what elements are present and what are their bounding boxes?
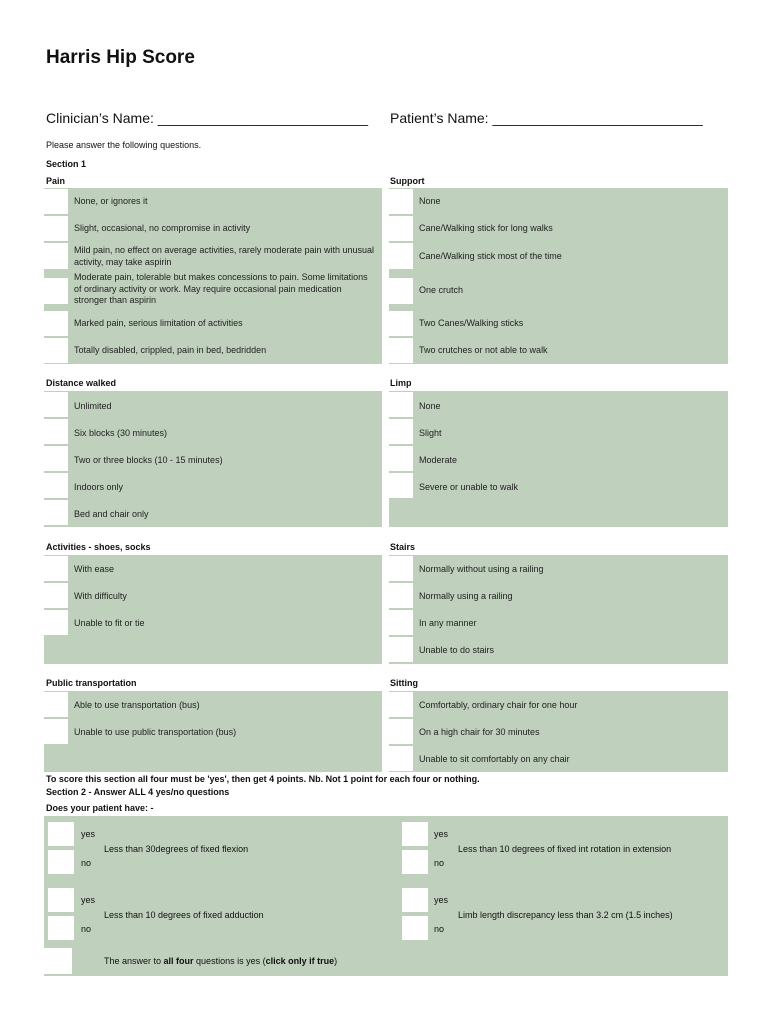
checkbox[interactable] xyxy=(44,583,70,608)
q2-yes-label: yes xyxy=(434,829,449,839)
stairs-option[interactable]: Unable to do stairs xyxy=(389,636,728,663)
q3-no-checkbox[interactable] xyxy=(48,916,74,940)
instructions: Please answer the following questions. xyxy=(46,140,202,150)
checkbox[interactable] xyxy=(389,338,415,363)
checkbox[interactable] xyxy=(44,419,70,444)
activities-option[interactable]: With ease xyxy=(44,555,382,582)
section1-heading: Section 1 xyxy=(46,159,87,169)
patient-name-label[interactable]: Patient’s Name: ___________________________ xyxy=(390,110,703,126)
pain-option[interactable]: Totally disabled, crippled, pain in bed, bedridden xyxy=(44,337,382,364)
q3-no-label: no xyxy=(81,924,92,934)
pain-option[interactable]: Mild pain, no effect on average activities, rarely moderate pain with unusual activity, may take aspirin xyxy=(44,242,382,270)
checkbox[interactable] xyxy=(44,311,70,336)
q4-yes-label: yes xyxy=(434,895,449,905)
sitting-panel xyxy=(389,691,728,772)
distance-option[interactable]: Two or three blocks (10 - 15 minutes) xyxy=(44,445,382,472)
pain-option[interactable]: Moderate pain, tolerable but makes concessions to pain. Some limitations of ordinary activity or work. May require occasional pain medication stronger than aspirin xyxy=(44,270,382,310)
distance-label: Distance walked xyxy=(46,378,117,388)
q1-yes-checkbox[interactable] xyxy=(48,822,74,846)
clinician-name-label[interactable]: Clinician’s Name: ___________________________ xyxy=(46,110,369,126)
sitting-option[interactable]: Unable to sit comfortably on any chair xyxy=(389,745,728,772)
distance-panel xyxy=(44,391,382,527)
distance-option[interactable]: Bed and chair only xyxy=(44,499,382,526)
checkbox[interactable] xyxy=(389,556,415,581)
sitting-label: Sitting xyxy=(390,678,418,688)
distance-option[interactable]: Unlimited xyxy=(44,391,382,418)
q4-no-checkbox[interactable] xyxy=(402,916,428,940)
checkbox[interactable] xyxy=(44,216,70,241)
stairs-option[interactable]: In any manner xyxy=(389,609,728,636)
score-note: To score this section all four must be 'yes', then get 4 points. Nb. Not 1 point for each four or nothing. xyxy=(46,774,480,784)
checkbox[interactable] xyxy=(44,692,70,717)
activities-option[interactable]: With difficulty xyxy=(44,582,382,609)
support-option[interactable]: Two Canes/Walking sticks xyxy=(389,310,728,337)
stairs-option[interactable]: Normally using a railing xyxy=(389,582,728,609)
checkbox[interactable] xyxy=(44,243,70,269)
q1-no-checkbox[interactable] xyxy=(48,850,74,874)
activities-option[interactable]: Unable to fit or tie xyxy=(44,609,382,636)
pain-panel xyxy=(44,188,382,364)
activities-label: Activities - shoes, socks xyxy=(46,542,151,552)
transport-option[interactable]: Unable to use public transportation (bus) xyxy=(44,718,382,745)
all-four-statement: The answer to all four questions is yes (click only if true) xyxy=(104,956,338,966)
checkbox[interactable] xyxy=(44,556,70,581)
checkbox[interactable] xyxy=(44,446,70,471)
checkbox[interactable] xyxy=(389,583,415,608)
does-patient-label: Does your patient have: - xyxy=(46,803,154,813)
q3-yes-checkbox[interactable] xyxy=(48,888,74,912)
activities-panel xyxy=(44,555,382,664)
checkbox[interactable] xyxy=(389,446,415,471)
q4-yes-checkbox[interactable] xyxy=(402,888,428,912)
support-option[interactable]: One crutch xyxy=(389,270,728,310)
distance-option[interactable]: Indoors only xyxy=(44,472,382,499)
support-option[interactable]: Cane/Walking stick for long walks xyxy=(389,215,728,242)
checkbox[interactable] xyxy=(389,746,415,771)
support-panel xyxy=(389,188,728,364)
question-2: Less than 10 degrees of fixed int rotation in extension xyxy=(458,844,672,854)
checkbox[interactable] xyxy=(44,610,70,635)
checkbox[interactable] xyxy=(389,419,415,444)
checkbox[interactable] xyxy=(389,392,415,417)
pain-option[interactable]: Slight, occasional, no compromise in activity xyxy=(44,215,382,242)
q2-no-label: no xyxy=(434,858,445,868)
checkbox[interactable] xyxy=(44,189,70,214)
question-1: Less than 30degrees of fixed flexion xyxy=(104,844,249,854)
pain-label: Pain xyxy=(46,176,66,186)
limp-option[interactable]: Moderate xyxy=(389,445,728,472)
checkbox[interactable] xyxy=(389,189,415,214)
checkbox[interactable] xyxy=(389,719,415,744)
sitting-option[interactable]: Comfortably, ordinary chair for one hour xyxy=(389,691,728,718)
checkbox[interactable] xyxy=(389,473,415,498)
support-option[interactable]: None xyxy=(389,188,728,215)
checkbox[interactable] xyxy=(389,243,415,269)
limp-option[interactable]: Severe or unable to walk xyxy=(389,472,728,499)
q2-yes-checkbox[interactable] xyxy=(402,822,428,846)
support-option[interactable]: Two crutches or not able to walk xyxy=(389,337,728,364)
checkbox[interactable] xyxy=(44,338,70,363)
checkbox[interactable] xyxy=(44,278,70,304)
q4-no-label: no xyxy=(434,924,445,934)
question-4: Limb length discrepancy less than 3.2 cm (1.5 inches) xyxy=(458,910,673,920)
checkbox[interactable] xyxy=(389,278,415,304)
checkbox[interactable] xyxy=(389,610,415,635)
q2-no-checkbox[interactable] xyxy=(402,850,428,874)
transport-option[interactable]: Able to use transportation (bus) xyxy=(44,691,382,718)
checkbox[interactable] xyxy=(389,637,415,662)
checkbox[interactable] xyxy=(389,216,415,241)
checkbox[interactable] xyxy=(44,500,70,525)
section2-panel xyxy=(44,816,728,976)
section2-heading: Section 2 - Answer ALL 4 yes/no questions xyxy=(46,787,230,797)
checkbox[interactable] xyxy=(389,692,415,717)
stairs-option[interactable]: Normally without using a railing xyxy=(389,555,728,582)
q1-no-label: no xyxy=(81,858,92,868)
limp-panel xyxy=(389,391,728,527)
support-label: Support xyxy=(390,176,425,186)
stairs-label: Stairs xyxy=(390,542,416,552)
page-title: Harris Hip Score xyxy=(46,47,195,68)
limp-option[interactable]: None xyxy=(389,391,728,418)
q3-yes-label: yes xyxy=(81,895,96,905)
transport-label: Public transportation xyxy=(46,678,137,688)
checkbox[interactable] xyxy=(44,719,70,744)
pain-option[interactable]: None, or ignores it xyxy=(44,188,382,215)
all-four-checkbox[interactable] xyxy=(44,948,72,974)
checkbox[interactable] xyxy=(44,392,70,417)
question-3: Less than 10 degrees of fixed adduction xyxy=(104,910,264,920)
distance-option[interactable]: Six blocks (30 minutes) xyxy=(44,418,382,445)
checkbox[interactable] xyxy=(389,311,415,336)
sitting-option[interactable]: On a high chair for 30 minutes xyxy=(389,718,728,745)
stairs-panel xyxy=(389,555,728,664)
checkbox[interactable] xyxy=(44,473,70,498)
pain-option[interactable]: Marked pain, serious limitation of activities xyxy=(44,310,382,337)
limp-label: Limp xyxy=(390,378,412,388)
support-option[interactable]: Cane/Walking stick most of the time xyxy=(389,242,728,270)
transport-panel xyxy=(44,691,382,772)
q1-yes-label: yes xyxy=(81,829,96,839)
limp-option[interactable]: Slight xyxy=(389,418,728,445)
